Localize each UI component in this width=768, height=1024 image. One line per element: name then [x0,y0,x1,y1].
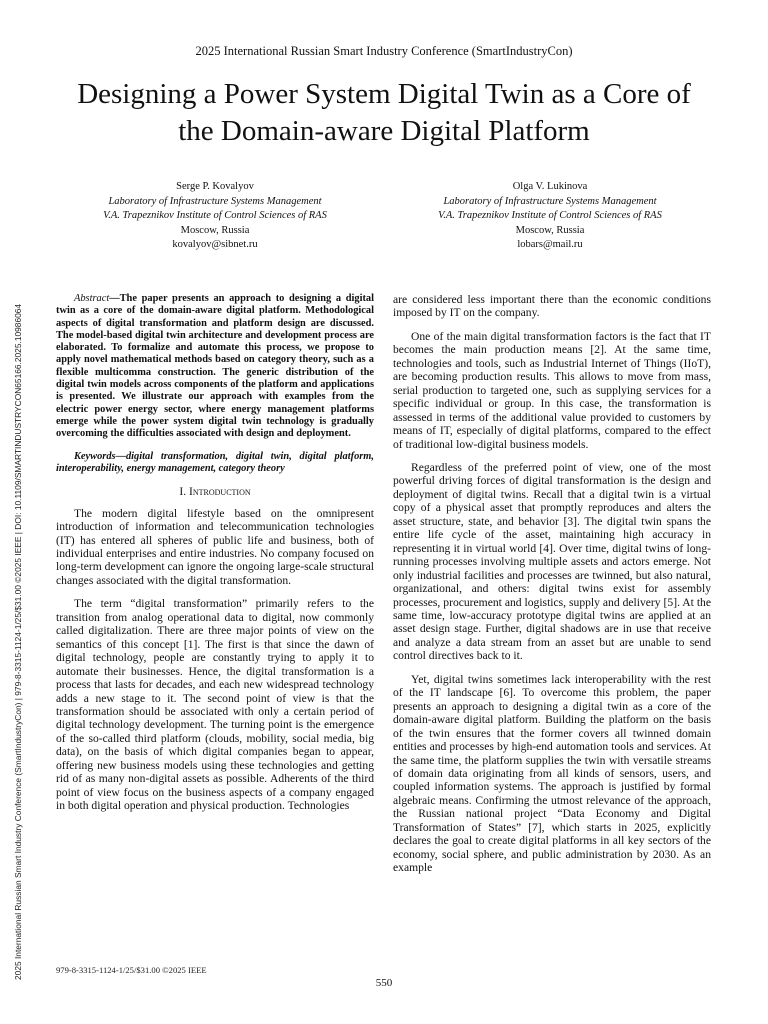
author-affiliation-institute: V.A. Trapeznikov Institute of Control Sciences of RAS [438,210,662,221]
section-title: Introduction [189,485,251,499]
author-name: Olga V. Lukinova [512,181,588,192]
paper-title [40,76,728,150]
abstract-text: —The paper presents an approach to designing a digital twin as a core of the domain-aware digital platform. Methodological aspects of digital transformation and platform design are discussed. The model-based digital twin architecture and development process are elaborated. To formalize and automate this process, we propose to apply novel mathematical methods based on category theory, such as a flexible multicomma construction. The generic distribution of the digital twin models across components of the platform and applications is presented. We illustrate our approach with examples from the electric power energy sector, where energy management platforms emerge while the power system digital twin technology is gradually overcoming the difficulties associated with design and deployment. [56,293,374,440]
author-block-2 [400,180,700,253]
left-column [56,293,374,823]
author-affiliation-lab: Laboratory of Infrastructure Systems Management [108,195,322,207]
title-line-1: Designing a Power System Digital Twin as a Core of [77,78,691,110]
author-location: Moscow, Russia [515,224,585,236]
abstract-label: Abstract [74,293,110,304]
body-paragraph: The term “digital transformation” primarily refers to the transition from analog operational data to digital, now commonly called digitalization. There are three major points of view on the semantics of this concept [1]. The first is that since the dawn of digital technology, people are constantly trying to apply it to automate their businesses. Hence, the digital transformation is a process that lasts for decades, and each new widespread technology adds a new stage to it. The second point of view is that the transformation should be associated with only a certain period of digital technology development. The turning point is the emergence of the so-called third platform (clouds, mobility, social media, big data), on the basis of which digital companies began to appear, offering new business models using these technologies and getting rid of as many non-digital assets as possible. Adherents of the third point of view focus on the business aspects of a company engaged in both digital operation and physical production. Technologies [56,597,374,813]
title-line-2: the Domain-aware Digital Platform [178,115,590,147]
page-number: 550 [375,977,393,989]
section-heading [56,485,374,498]
footer-copyright: 979-8-3315-1124-1/25/$31.00 ©2025 IEEE [56,965,207,975]
author-affiliation-institute: V.A. Trapeznikov Institute of Control Sciences of RAS [103,210,327,221]
doi-side-text: 2025 International Russian Smart Industry Conference (SmartIndustryCon) | 979-8-3315-1124-1/25/$31.00 ©2025 IEEE | DOI: 10.1109/SMARTINDUSTRYCON65166.2025.10986064 [13,303,23,980]
body-paragraph: Regardless of the preferred point of view, one of the most powerful driving forces of digital transformation is the design and deployment of digital twins. Recall that a digital twin is a virtual copy of a physical asset that promptly reproduces and alters the asset structure, state, and behavior [3]. The digital twin spans the entire life cycle of the asset, maintaining high accuracy in representing it in virtual world [4]. Over time, digital twins of long-running processes involving multiple assets and actors emerge. Not only industrial facilities and processes are twinned, but also natural, organizational, and others: digital twins exist for assembly processes, procurement and logistics, supply and delivery [5]. At the same time, low-accuracy prototype digital twins are applied at an asset design stage. Further, digital shadows are in use that receive and analyze a data stream from an asset but are unable to send control directives back to it. [393,460,711,663]
section-number: I. [179,485,187,499]
conference-header: 2025 International Russian Smart Industry Conference (SmartIndustryCon) [195,44,573,58]
author-affiliation-lab: Laboratory of Infrastructure Systems Management [443,195,657,207]
body-paragraph: The modern digital lifestyle based on the omnipresent introduction of information and telecommunication technologies (IT) has entered all spheres of public life and business, both of individual enterprises and entire industries. No company focused on long-term development can ignore the ongoing large-scale structural changes associated with the digital transformation. [56,506,374,587]
body-paragraph-continued: are considered less important there than the economic conditions imposed by IT on the company. [393,293,711,320]
doi-side-strip [12,190,24,980]
author-block-1 [65,180,365,253]
author-name: Serge P. Kovalyov [176,181,254,192]
author-email: kovalyov@sibnet.ru [172,239,258,250]
keywords: Keywords—digital transformation, digital twin, digital platform, interoperability, energy management, category theory [56,450,374,474]
author-location: Moscow, Russia [180,224,250,236]
body-paragraph: One of the main digital transformation factors is the fact that IT becomes the main production means [2]. At the same time, technologies and tools, such as Industrial Internet of Things (IIoT), are becoming production results. This allows to move from mass, serial production to targeted one, such as supplying services for a specific individual or group. In this case, the transformation is assessed in terms of the additional value provided to customers by means of IT, especially of digital platforms, compared to the effect of traditional low-digital business models. [393,329,711,451]
body-paragraph: Yet, digital twins sometimes lack interoperability with the rest of the IT landscape [6]. To overcome this problem, the paper presents an approach to designing a digital twin as a core of the domain-aware digital platform. Building the platform on the basis of the twin ensures that the former covers all twinned domain entities and processes by high-end automation tools and services. At the same time, the platform supplies the twin with versatile streams of domain data originating from all kinds of sensors, users, and coupled information systems. The approach is justified by formal algebraic means. Confirming the utmost relevance of the approach, the Russian national project “Data Economy and Digital Transformation of States” [7], which starts in 2025, explicitly declares the goal to create digital platforms in all key sectors of the economy, social sphere, and public administration by 2030. As an example [393,672,711,875]
right-column [393,293,711,885]
abstract [56,293,374,441]
author-email: lobars@mail.ru [517,239,583,250]
